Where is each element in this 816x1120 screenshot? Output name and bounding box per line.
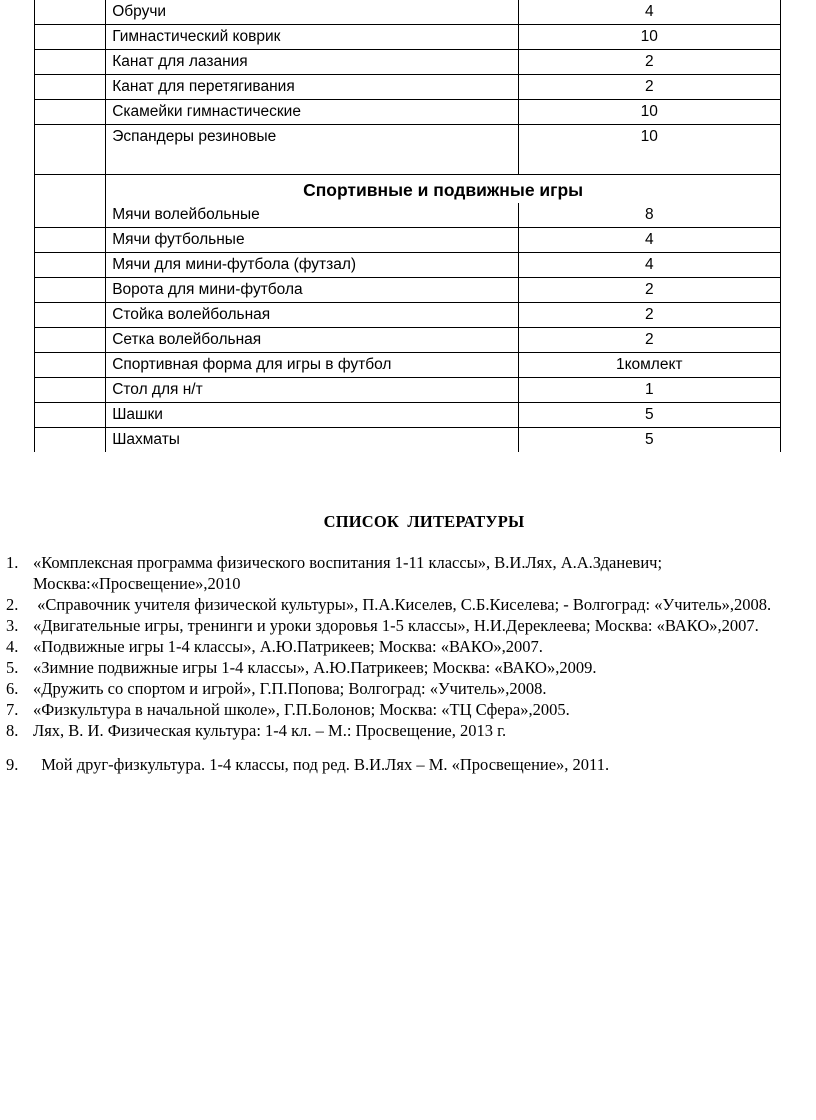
literature-item-text: «Комплексная программа физического воспитания 1-11 классы», В.И.Лях, А.А.Зданевич; Москва:«Просвещение»,2010 (33, 553, 667, 593)
table-cell (106, 149, 518, 175)
literature-item (0, 657, 790, 678)
item-name-cell: Спортивная форма для игры в футбол (106, 353, 518, 378)
blank-row (35, 149, 781, 175)
blank-row-group (35, 149, 781, 203)
row-number-cell (35, 353, 106, 378)
item-name-cell: Шашки (106, 403, 518, 428)
item-quantity-cell: 4 (518, 253, 781, 278)
table-row (35, 428, 781, 453)
table-row (35, 203, 781, 228)
row-number-cell (35, 303, 106, 328)
item-name-cell: Ворота для мини-футбола (106, 278, 518, 303)
table-row (35, 25, 781, 50)
item-name-cell: Гимнастический коврик (106, 25, 518, 50)
item-quantity-cell: 4 (518, 228, 781, 253)
literature-item-number: 1. (6, 553, 19, 572)
literature-item-number: 9. (6, 755, 19, 774)
table-row (35, 328, 781, 353)
item-quantity-cell: 2 (518, 75, 781, 100)
row-number-cell (35, 378, 106, 403)
item-name-cell: Стойка волейбольная (106, 303, 518, 328)
item-quantity-cell: 5 (518, 428, 781, 453)
table-row (35, 228, 781, 253)
equipment-rows-games (35, 203, 781, 452)
section-row (35, 175, 781, 204)
item-name-cell: Мячи волейбольные (106, 203, 518, 228)
literature-item (0, 720, 790, 741)
item-name-cell: Обручи (106, 0, 518, 25)
table-cell (518, 149, 781, 175)
literature-item-text: «Дружить со спортом и игрой», Г.П.Попова; Волгоград: «Учитель»,2008. (33, 679, 547, 698)
item-name-cell: Канат для лазания (106, 50, 518, 75)
literature-item-text: «Справочник учителя физической культуры», П.А.Киселев, С.Б.Киселева; - Волгоград: «Учитель»,2008. (33, 595, 772, 614)
table-row (35, 303, 781, 328)
literature-item-number: 7. (6, 700, 19, 719)
row-number-cell (35, 125, 106, 150)
item-quantity-cell: 5 (518, 403, 781, 428)
table-cell (35, 149, 106, 175)
table-cell (35, 175, 106, 204)
item-quantity-cell: 8 (518, 203, 781, 228)
row-number-cell (35, 50, 106, 75)
row-number-cell (35, 278, 106, 303)
item-quantity-cell: 10 (518, 25, 781, 50)
literature-item-number: 8. (6, 721, 19, 740)
item-name-cell: Скамейки гимнастические (106, 100, 518, 125)
literature-item-number: 3. (6, 616, 19, 635)
item-quantity-cell: 2 (518, 303, 781, 328)
item-quantity-cell: 10 (518, 125, 781, 150)
literature-item (0, 754, 790, 775)
row-number-cell (35, 403, 106, 428)
literature-item-number: 4. (6, 637, 19, 656)
item-quantity-cell: 2 (518, 328, 781, 353)
item-name-cell: Эспандеры резиновые (106, 125, 518, 150)
table-row (35, 378, 781, 403)
item-quantity-cell: 2 (518, 278, 781, 303)
literature-item (0, 636, 790, 657)
item-name-cell: Мячи для мини-футбола (футзал) (106, 253, 518, 278)
row-number-cell (35, 100, 106, 125)
table-row (35, 0, 781, 25)
row-number-cell (35, 228, 106, 253)
table-row (35, 353, 781, 378)
item-name-cell: Шахматы (106, 428, 518, 453)
table-row (35, 125, 781, 150)
literature-item-number: 2. (6, 595, 19, 614)
row-number-cell (35, 328, 106, 353)
row-number-cell (35, 428, 106, 453)
item-quantity-cell: 1комлект (518, 353, 781, 378)
literature-item (0, 552, 790, 594)
literature-item-text: «Подвижные игры 1-4 классы», А.Ю.Патрикеев; Москва: «ВАКО»,2007. (33, 637, 543, 656)
literature-item-number: 6. (6, 679, 19, 698)
item-name-cell: Сетка волейбольная (106, 328, 518, 353)
row-number-cell (35, 25, 106, 50)
item-quantity-cell: 2 (518, 50, 781, 75)
literature-item (0, 594, 790, 615)
item-name-cell: Стол для н/т (106, 378, 518, 403)
literature-item-text: «Зимние подвижные игры 1-4 классы», А.Ю.Патрикеев; Москва: «ВАКО»,2009. (33, 658, 597, 677)
item-quantity-cell: 10 (518, 100, 781, 125)
row-number-cell (35, 253, 106, 278)
equipment-table (34, 0, 781, 452)
table-row (35, 100, 781, 125)
item-name-cell: Канат для перетягивания (106, 75, 518, 100)
row-number-cell (35, 75, 106, 100)
table-row (35, 403, 781, 428)
table-row (35, 50, 781, 75)
literature-item-text: «Двигательные игры, тренинги и уроки здоровья 1-5 классы», Н.И.Дереклеева; Москва: «ВАКО»,2007. (33, 616, 759, 635)
literature-item-number: 5. (6, 658, 19, 677)
literature-item (0, 678, 790, 699)
literature-item-text: Мой друг-физкультура. 1-4 классы, под ред. В.И.Лях – М. «Просвещение», 2011. (33, 755, 610, 774)
literature-item (0, 699, 790, 720)
row-number-cell (35, 0, 106, 25)
row-number-cell (35, 203, 106, 228)
item-quantity-cell: 1 (518, 378, 781, 403)
table-row (35, 253, 781, 278)
table-row (35, 278, 781, 303)
literature-heading: СПИСОК ЛИТЕРАТУРЫ (323, 512, 525, 531)
section-title: Спортивные и подвижные игры (106, 175, 781, 204)
equipment-rows-top (35, 0, 781, 149)
literature-item (0, 615, 790, 636)
table-row (35, 75, 781, 100)
literature-item-text: «Физкультура в начальной школе», Г.П.Болонов; Москва: «ТЦ Сфера»,2005. (33, 700, 570, 719)
literature-item-text: Лях, В. И. Физическая культура: 1-4 кл. – М.: Просвещение, 2013 г. (33, 721, 507, 740)
literature-list (0, 552, 790, 775)
item-quantity-cell: 4 (518, 0, 781, 25)
item-name-cell: Мячи футбольные (106, 228, 518, 253)
